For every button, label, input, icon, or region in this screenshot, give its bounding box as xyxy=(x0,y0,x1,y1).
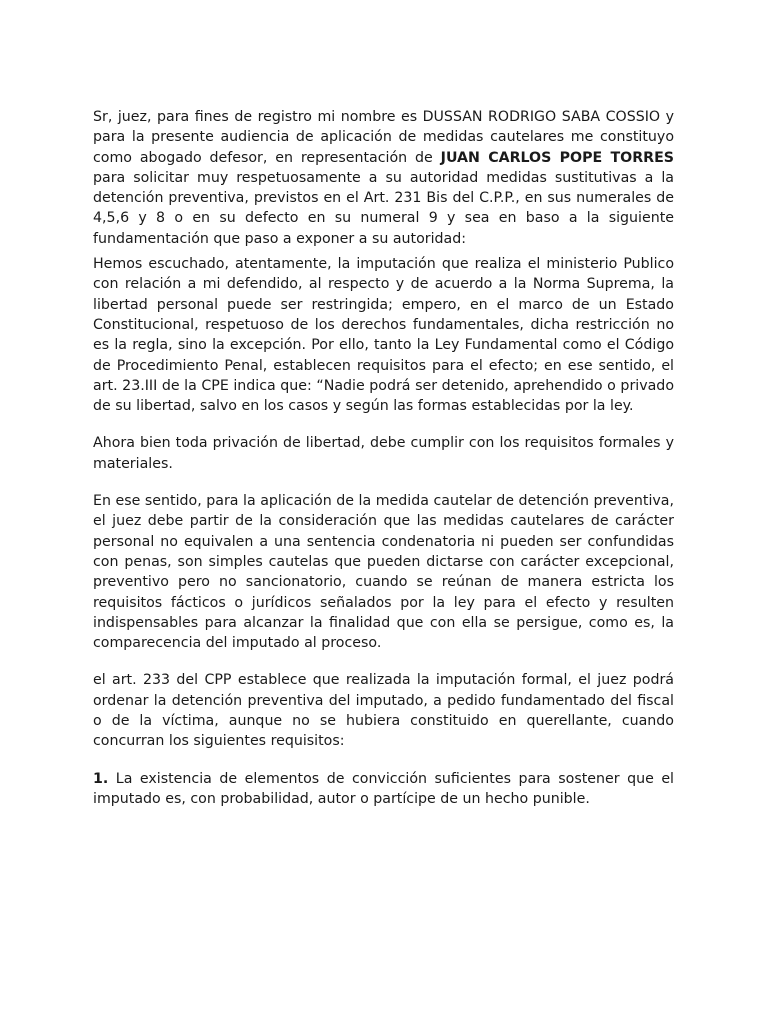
client-name: JUAN CARLOS POPE TORRES xyxy=(440,149,675,166)
paragraph-privation: Ahora bien toda privación de libertad, debe cumplir con los requisitos formales y materiales. xyxy=(93,435,674,472)
paragraph-cautelar: En ese sentido, para la aplicación de la medida cautelar de detención preventiva, el juez debe partir de la consideración que las medidas cautelares de carácter personal no equivalen a una sentencia condenatoria ni pueden ser confundidas con penas, son simples cautelas que pueden dictarse con carácter excepcional, preventivo pero no sancionatorio, cuando se reúnan de manera estricta los requisitos fácticos o jurídicos señalados por la ley para el efecto y resulten indispensables para alcanzar la finalidad que con ella se persigue, como es, la comparecencia del imputado al proceso. xyxy=(93,493,674,652)
requirement-number: 1. xyxy=(93,770,109,787)
requirement-text: La existencia de elementos de convicción suficientes para sostener que el imputado es, con probabilidad, autor o partícipe de un hecho punible. xyxy=(93,770,674,807)
document-page xyxy=(93,107,674,826)
paragraph-introduction xyxy=(93,107,674,249)
paragraph-imputation: Hemos escuchado, atentamente, la imputación que realiza el ministerio Publico con relación a mi defendido, al respecto y de acuerdo a la Norma Suprema, la libertad personal puede ser restringida; empero, en el marco de un Estado Constitucional, respetuoso de los derechos fundamentales, dicha restricción no es la regla, sino la excepción. Por ello, tanto la Ley Fundamental como el Código de Procedimiento Penal, establecen requisitos para el efecto; en ese sentido, el art. 23.III de la CPE indica que: “Nadie podrá ser detenido, aprehendido o privado de su libertad, salvo en los casos y según las formas establecidas por la ley. xyxy=(93,256,674,415)
paragraph-article-233: el art. 233 del CPP establece que realizada la imputación formal, el juez podrá ordenar la detención preventiva del imputado, a pedido fundamentado del fiscal o de la víctima, aunque no se hubiera constituido en querellante, cuando concurran los siguientes requisitos: xyxy=(93,672,674,750)
intro-text-start: Sr, juez, para fines de registro mi nombre es DUSSAN RODRIGO SABA COSSIO y para la presente audiencia de aplicación de medidas cautelares me constituyo como abogado defesor, en representación de xyxy=(93,109,674,166)
intro-text-end: para solicitar muy respetuosamente a su autoridad medidas sustitutivas a la detención preventiva, previstos en el Art. 231 Bis del C.P.P., en sus numerales de 4,5,6 y 8 o en su defecto en su numeral 9 y sea en baso a la siguiente fundamentación que paso a exponer a su autoridad: xyxy=(93,169,674,247)
requirement-item-1 xyxy=(93,769,674,810)
